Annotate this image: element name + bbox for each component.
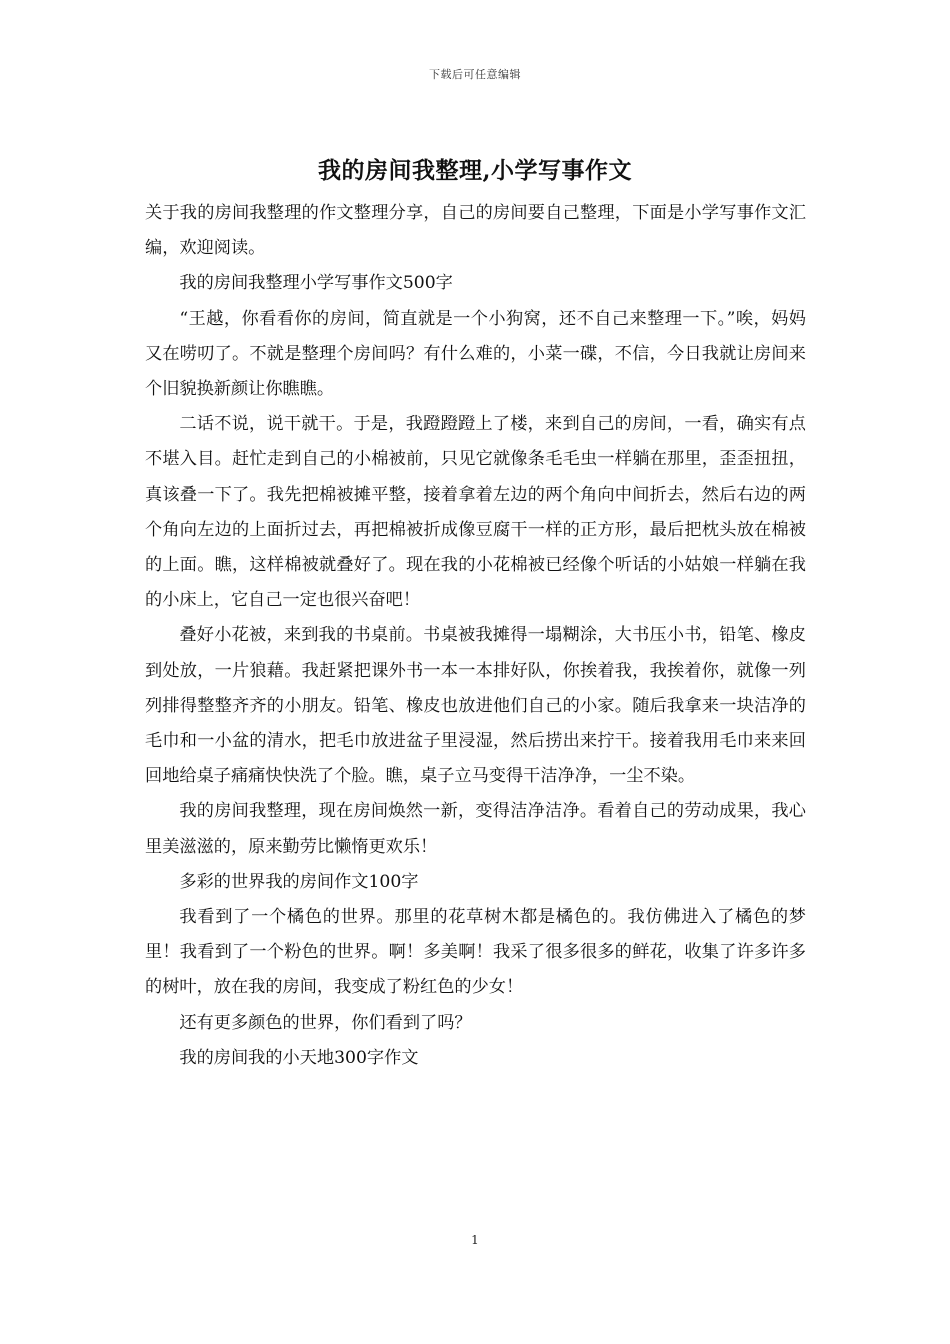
document-body [145,196,806,1076]
body-paragraph: 叠好小花被，来到我的书桌前。书桌被我摊得一塌糊涂，大书压小书，铅笔、橡皮到处放，一片狼藉。我赶紧把课外书一本一本排好队，你挨着我，我挨着你，就像一列列排得整整齐齐的小朋友。铅笔、橡皮也放进他们自己的小家。随后我拿来一块洁净的毛巾和一小盆的清水，把毛巾放进盆子里浸湿，然后捞出来拧干。接着我用毛巾来来回回地给桌子痛痛快快洗了个脸。瞧，桌子立马变得干洁净净，一尘不染。 [145,625,806,787]
header-note: 下载后可任意编辑 [429,68,521,81]
section-heading-500: 我的房间我整理小学写事作文500字 [179,273,453,294]
body-paragraph: “王越，你看看你的房间，简直就是一个小狗窝，还不自己来整理一下。”唉，妈妈又在唠叨了。不就是整理个房间吗？有什么难的，小菜一碟，不信，今日我就让房间来个旧貌换新颜让你瞧瞧。 [145,308,806,400]
body-paragraph: 还有更多颜色的世界，你们看到了吗？ [179,1012,472,1033]
intro-paragraph: 关于我的房间我整理的作文整理分享，自己的房间要自己整理，下面是小学写事作文汇编，欢迎阅读。 [145,203,806,259]
section-heading-100: 多彩的世界我的房间作文100字 [179,871,419,892]
body-paragraph: 我看到了一个橘色的世界。那里的花草树木都是橘色的。我仿佛进入了橘色的梦里！我看到了一个粉色的世界。啊！多美啊！我采了很多很多的鲜花，收集了许多许多的树叶，放在我的房间，我变成了粉红色的少女！ [145,907,806,998]
body-paragraph: 我的房间我整理，现在房间焕然一新，变得洁净洁净。看着自己的劳动成果，我心里美滋滋的，原来勤劳比懒惰更欢乐！ [145,801,806,857]
section-heading-300: 我的房间我的小天地300字作文 [179,1047,419,1068]
body-paragraph: 二话不说，说干就干。于是，我蹬蹬蹬上了楼，来到自己的房间，一看，确实有点不堪入目。赶忙走到自己的小棉被前，只见它就像条毛毛虫一样躺在那里，歪歪扭扭，真该叠一下了。我先把棉被摊平整，接着拿着左边的两个角向中间折去，然后右边的两个角向左边的上面折过去，再把棉被折成像豆腐干一样的正方形，最后把枕头放在棉被的上面。瞧，这样棉被就叠好了。现在我的小花棉被已经像个听话的小姑娘一样躺在我的小床上，它自己一定也很兴奋吧！ [145,414,806,611]
page-number: 1 [471,1233,479,1247]
document-title: 我的房间我整理,小学写事作文 [317,157,632,184]
